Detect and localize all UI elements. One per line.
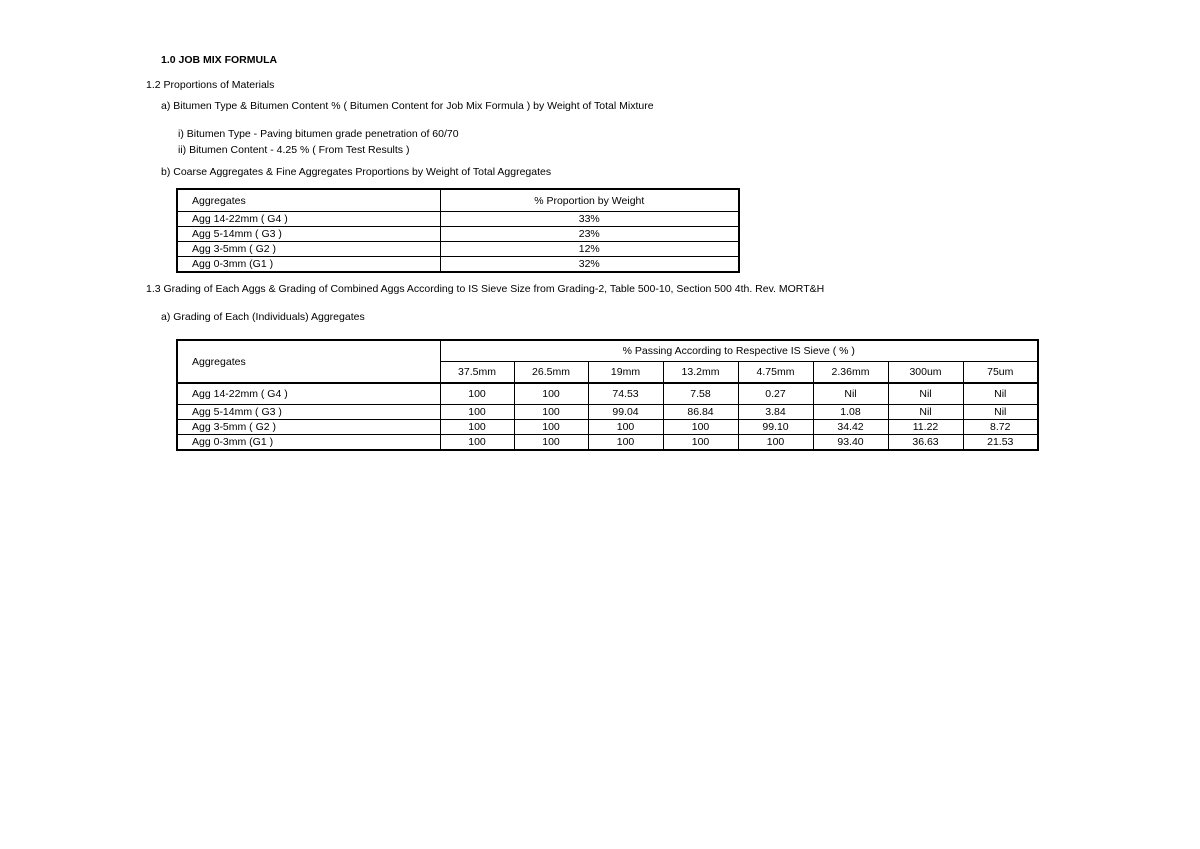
subsection-1-2-heading: 1.2 Proportions of Materials — [146, 79, 275, 91]
sieve-size: 37.5mm — [440, 362, 514, 384]
grading-cell: 11.22 — [888, 420, 963, 435]
proportion-row-value: 23% — [440, 227, 739, 242]
grading-row-name: Agg 5-14mm ( G3 ) — [177, 405, 440, 420]
table-row — [177, 420, 1038, 435]
proportion-row-name: Agg 3-5mm ( G2 ) — [177, 242, 440, 257]
sieve-size: 4.75mm — [738, 362, 813, 384]
grading-cell: Nil — [888, 383, 963, 405]
table-row — [177, 405, 1038, 420]
grading-cell: 36.63 — [888, 435, 963, 451]
grading-cell: 7.58 — [663, 383, 738, 405]
grading-cell: 100 — [440, 420, 514, 435]
table-row — [177, 242, 739, 257]
grading-cell: 100 — [440, 405, 514, 420]
grading-cell: 100 — [588, 435, 663, 451]
grading-cell: 0.27 — [738, 383, 813, 405]
aggregate-proportion-item-b: b) Coarse Aggregates & Fine Aggregates Proportions by Weight of Total Aggregates — [161, 166, 552, 178]
grading-table — [176, 339, 1039, 451]
sieve-size: 13.2mm — [663, 362, 738, 384]
grading-cell: 100 — [588, 420, 663, 435]
table-row — [177, 383, 1038, 405]
grading-cell: 8.72 — [963, 420, 1038, 435]
proportion-table-header — [177, 189, 739, 212]
grading-cell: 100 — [514, 383, 588, 405]
table-row — [177, 227, 739, 242]
grading-cell: 34.42 — [813, 420, 888, 435]
proportion-header-weight: % Proportion by Weight — [440, 189, 739, 212]
grading-cell: 100 — [514, 435, 588, 451]
table-row — [177, 212, 739, 227]
grading-cell: 100 — [440, 383, 514, 405]
table-row — [177, 435, 1038, 451]
grading-item-a: a) Grading of Each (Individuals) Aggregates — [161, 311, 365, 323]
grading-cell: 93.40 — [813, 435, 888, 451]
proportion-row-name: Agg 14-22mm ( G4 ) — [177, 212, 440, 227]
grading-cell: 99.10 — [738, 420, 813, 435]
proportion-row-name: Agg 0-3mm (G1 ) — [177, 257, 440, 273]
grading-cell: Nil — [963, 383, 1038, 405]
grading-header-aggregates: Aggregates — [177, 340, 440, 383]
proportion-row-value: 32% — [440, 257, 739, 273]
proportion-row-name: Agg 5-14mm ( G3 ) — [177, 227, 440, 242]
bitumen-item-a: a) Bitumen Type & Bitumen Content % ( Bitumen Content for Job Mix Formula ) by Weight of Total Mixture — [161, 100, 654, 112]
grading-cell: 99.04 — [588, 405, 663, 420]
grading-cell: 86.84 — [663, 405, 738, 420]
proportion-header-aggregates: Aggregates — [177, 189, 440, 212]
grading-cell: Nil — [813, 383, 888, 405]
grading-cell: Nil — [963, 405, 1038, 420]
proportion-row-value: 12% — [440, 242, 739, 257]
grading-cell: 21.53 — [963, 435, 1038, 451]
proportion-row-value: 33% — [440, 212, 739, 227]
grading-cell: 100 — [514, 405, 588, 420]
grading-cell: 100 — [440, 435, 514, 451]
sieve-size: 19mm — [588, 362, 663, 384]
table-row — [177, 257, 739, 273]
grading-cell: 100 — [514, 420, 588, 435]
grading-header-passing: % Passing According to Respective IS Sieve ( % ) — [440, 340, 1038, 362]
grading-row-name: Agg 14-22mm ( G4 ) — [177, 383, 440, 405]
section-title: 1.0 JOB MIX FORMULA — [161, 54, 278, 66]
grading-row-name: Agg 0-3mm (G1 ) — [177, 435, 440, 451]
grading-cell: 100 — [663, 420, 738, 435]
grading-cell: 3.84 — [738, 405, 813, 420]
grading-cell: 100 — [738, 435, 813, 451]
grading-cell: 100 — [663, 435, 738, 451]
sieve-size: 75um — [963, 362, 1038, 384]
sieve-size: 2.36mm — [813, 362, 888, 384]
grading-cell: 1.08 — [813, 405, 888, 420]
grading-cell: Nil — [888, 405, 963, 420]
bitumen-content-line: ii) Bitumen Content - 4.25 % ( From Test Results ) — [178, 144, 410, 156]
bitumen-type-line: i) Bitumen Type - Paving bitumen grade penetration of 60/70 — [178, 128, 459, 140]
grading-row-name: Agg 3-5mm ( G2 ) — [177, 420, 440, 435]
grading-table-header — [177, 340, 1038, 362]
grading-cell: 74.53 — [588, 383, 663, 405]
proportion-table — [176, 188, 740, 273]
sieve-size: 26.5mm — [514, 362, 588, 384]
sieve-size: 300um — [888, 362, 963, 384]
subsection-1-3-heading: 1.3 Grading of Each Aggs & Grading of Combined Aggs According to IS Sieve Size from Grading-2, Table 500-10, Section 500 4th. Rev. MORT&H — [146, 283, 825, 295]
